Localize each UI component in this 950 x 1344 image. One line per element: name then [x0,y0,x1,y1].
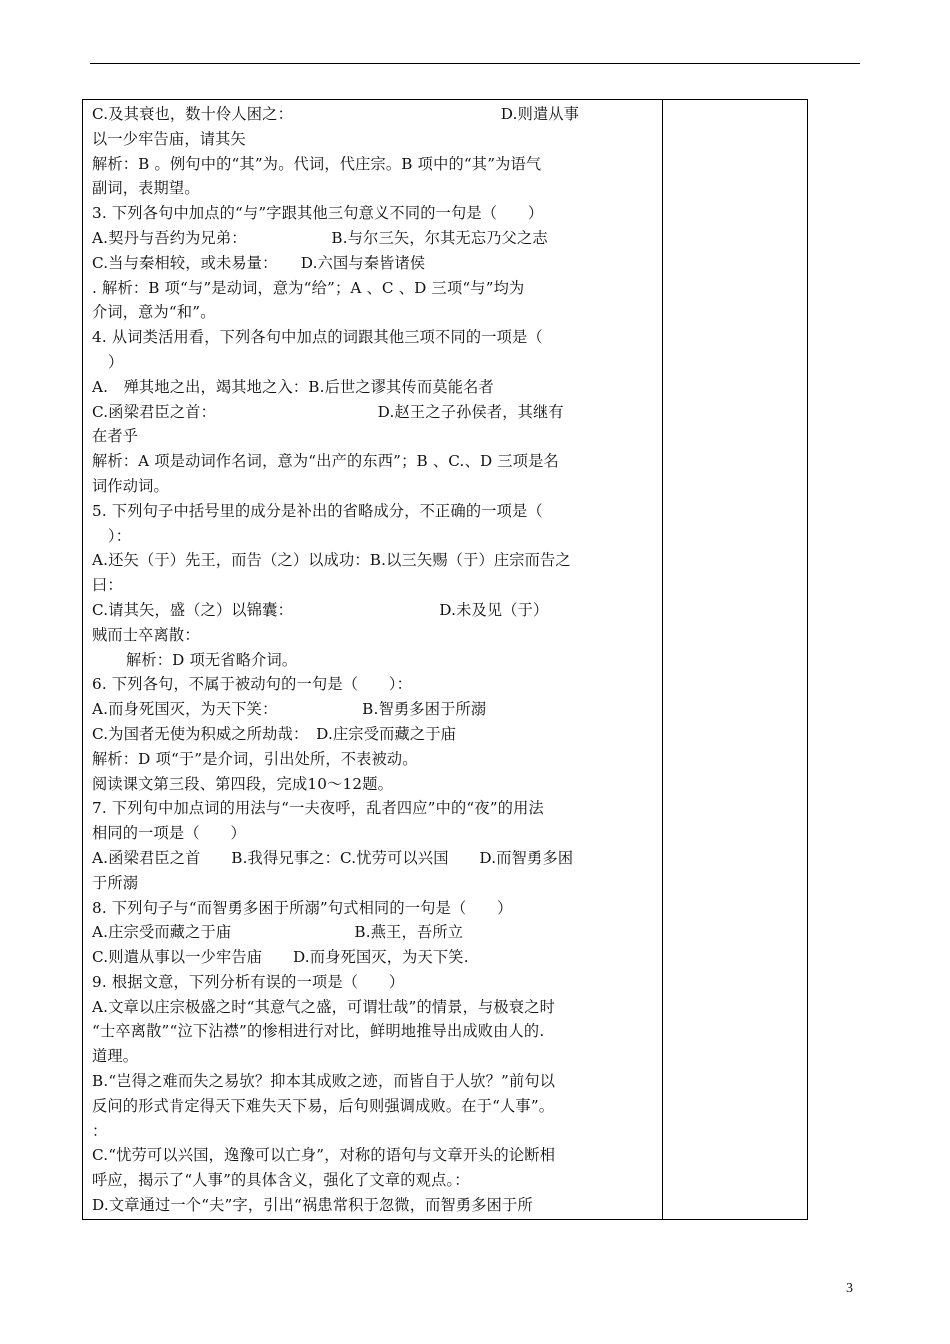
text-line: B.“岂得之难而失之易欤？抑本其成败之迹，而皆自于人欤？”前句以 [92,1072,556,1091]
text-line: 7. 下列句中加点词的用法与“一夫夜呼，乱者四应”中的“夜”的用法 [92,799,544,818]
text-line: 反问的形式肯定得天下难失天下易，后句则强调成败。在于“人事”。 [92,1096,555,1115]
question-text-column [92,102,662,1218]
text-line: 副词，表期望。 [92,179,200,198]
text-line: ： [92,1121,108,1140]
text-line: A.契丹与吾约为兄弟： B.与尔三矢，尔其无忘乃父之志 [92,228,548,247]
text-line: A.而身死国灭，为天下笑： B.智勇多困于所溺 [92,700,487,719]
text-line: A.还矢（于）先王，而告（之）以成功：B.以三矢赐（于）庄宗而告之 [92,551,571,570]
text-line: C.当与秦相较，或未易量： D.六国与秦皆诸侯 [92,253,426,272]
text-line: 词作动词。 [92,476,169,495]
text-line: . 解析：B 项“与”是动词，意为“给”；A 、C 、D 三项“与”均为 [92,278,525,297]
text-line: C.为国者无使为积威之所劫哉： D.庄宗受而藏之于庙 [92,724,457,743]
text-line: 于所溺 [92,873,139,892]
text-line: 解析：B 。例句中的“其”为。代词，代庄宗。B 项中的“其”为语气 [92,154,542,173]
text-line: 解析：A 项是动词作名词，意为“出产的东西”；B 、C.、D 三项是名 [92,452,559,471]
text-line: ）： [108,526,132,545]
text-line: 贼而士卒离散： [92,625,200,644]
text-line: C.“忧劳可以兴国，逸豫可以亡身”，对称的语句与文章开头的论断相 [92,1146,556,1165]
text-line: D.文章通过一个“夫”字，引出“祸患常积于忽微，而智勇多困于所 [92,1196,533,1215]
text-line: 9. 根据文意，下列分析有误的一项是（ ） [92,972,405,991]
text-line: 在者乎 [92,427,139,446]
text-line: 道理。 [92,1047,139,1066]
text-line: 6. 下列各句，不属于被动句的一句是（ ）： [92,675,413,694]
text-line: 解析：D 项“于”是介词，引出处所，不表被动。 [92,749,418,768]
text-line: A.函梁君臣之首 B.我得兄事之：C.忧劳可以兴国 D.而智勇多困 [92,848,574,867]
header-rule [90,63,860,64]
text-line: 相同的一项是（ ） [92,824,246,843]
text-line: 介词，意为“和”。 [92,303,216,322]
text-line: 以一少牢告庙，请其矢 [92,129,246,148]
text-line: C.则遣从事以一少牢告庙 D.而身死国灭，为天下笑. [92,948,469,967]
text-line: 3. 下列各句中加点的“与”字跟其他三句意义不同的一句是（ ） [92,204,544,223]
text-line: 5. 下列句子中括号里的成分是补出的省略成分，不正确的一项是（ [92,501,543,520]
table-column-divider [662,99,663,1220]
text-line: 解析：D 项无省略介词。 [126,650,298,669]
text-line: 呼应，揭示了“人事”的具体含义，强化了文章的观点。： [92,1171,470,1190]
text-line: 阅读课文第三段、第四段，完成10～12题。 [92,774,394,793]
text-line: C.及其衰也，数十伶人困之： D.则遣从事 [92,105,580,123]
text-line: A.庄宗受而藏之于庙 B.燕王，吾所立 [92,923,464,942]
text-line: ） [108,352,124,371]
page-number: 3 [846,1281,853,1296]
text-line: 8. 下列句子与“而智勇多困于所溺”句式相同的一句是（ ） [92,898,513,917]
text-line: 4. 从词类活用看，下列各句中加点的词跟其他三项不同的一项是（ [92,328,543,347]
text-line: “士卒离散”“泣下沾襟”的惨相进行对比，鲜明地推导出成败由人的. [92,1022,545,1041]
text-line: A. 殚其地之出，竭其地之入：B.后世之谬其传而莫能名者 [92,377,494,396]
text-line: A.文章以庄宗极盛之时“其意气之盛，可谓壮哉”的情景，与极衰之时 [92,997,555,1016]
text-line: C.函梁君臣之首： D.赵王之子孙侯者，其继有 [92,402,564,421]
text-line: C.请其矢，盛（之）以锦囊： D.未及见（于） [92,600,549,619]
text-line: 曰： [92,576,123,595]
